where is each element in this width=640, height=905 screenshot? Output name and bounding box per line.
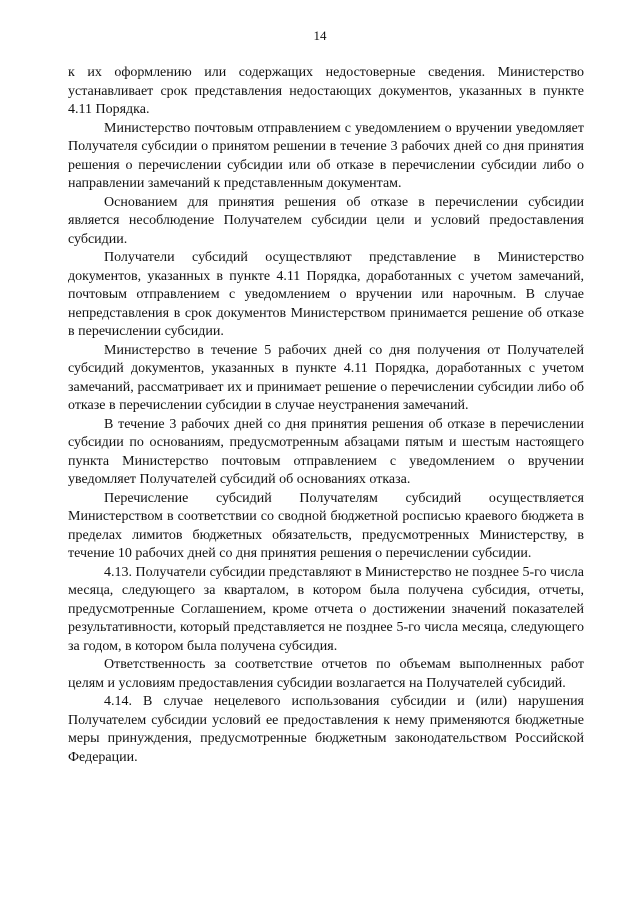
paragraph-4: Получатели субсидий осуществляют представление в Министерство документов, указанных в пункте 4.11 Порядка, доработанных с учетом замечаний, почтовым отправлением с уведомлением о вручении или нарочным. В случае непредставления в срок документов Министерством принимается решение об отказе в перечислении субсидии. bbox=[68, 250, 584, 339]
paragraph-5: Министерство в течение 5 рабочих дней со дня получения от Получателей субсидий документов, указанных в пункте 4.11 Порядка, доработанных с учетом замечаний, рассматривает их и принимает решение о перечислении субсидии либо об отказе в перечислении субсидии в случае неустранения замечаний. bbox=[68, 342, 584, 413]
paragraph-3: Основанием для принятия решения об отказе в перечислении субсидии является несоблюдение Получателем субсидии цели и условий предоставления субсидии. bbox=[68, 194, 584, 247]
paragraph-10: 4.14. В случае нецелевого использования субсидии и (или) нарушения Получателем субсидии условий ее предоставления к нему применяются бюджетные меры принуждения, предусмотренные бюджетным законодательством Российской Федерации. bbox=[68, 694, 584, 765]
paragraph-1: к их оформлению или содержащих недостоверные сведения. Министерство устанавливает срок представления недостающих документов, указанных в пункте 4.11 Порядка. bbox=[68, 65, 584, 117]
page-number: 14 bbox=[313, 28, 327, 43]
document-body bbox=[68, 64, 584, 767]
paragraph-9: Ответственность за соответствие отчетов по объемам выполненных работ целям и условиям предоставления субсидии возлагается на Получателей субсидий. bbox=[68, 657, 584, 691]
paragraph-7: Перечисление субсидий Получателям субсидий осуществляется Министерством в соответствии со сводной бюджетной росписью краевого бюджета в пределах лимитов бюджетных обязательств, предусмотренных Министерству, в течение 10 рабочих дней со дня принятия решения о перечислении субсидии. bbox=[68, 490, 584, 561]
paragraph-6: В течение 3 рабочих дней со дня принятия решения об отказе в перечислении субсидии по основаниям, предусмотренным абзацами пятым и шестым настоящего пункта Министерство почтовым отправлением с уведомлением о вручении уведомляет Получателей субсидий об основаниях отказа. bbox=[68, 416, 584, 487]
paragraph-8: 4.13. Получатели субсидии представляют в Министерство не позднее 5-го числа месяца, следующего за кварталом, в котором была получена субсидия, отчеты, предусмотренные Соглашением, кроме отчета о достижении значений показателей результативности, который представляется не позднее 5-го числа месяца, следующего за годом, в котором была получена субсидия. bbox=[68, 564, 584, 654]
paragraph-2: Министерство почтовым отправлением с уведомлением о вручении уведомляет Получателя субсидии о принятом решении в течение 3 рабочих дней со дня принятия решения о перечислении субсидии или об отказе в перечислении субсидии либо о направлении замечаний к представленным документам. bbox=[68, 120, 584, 191]
